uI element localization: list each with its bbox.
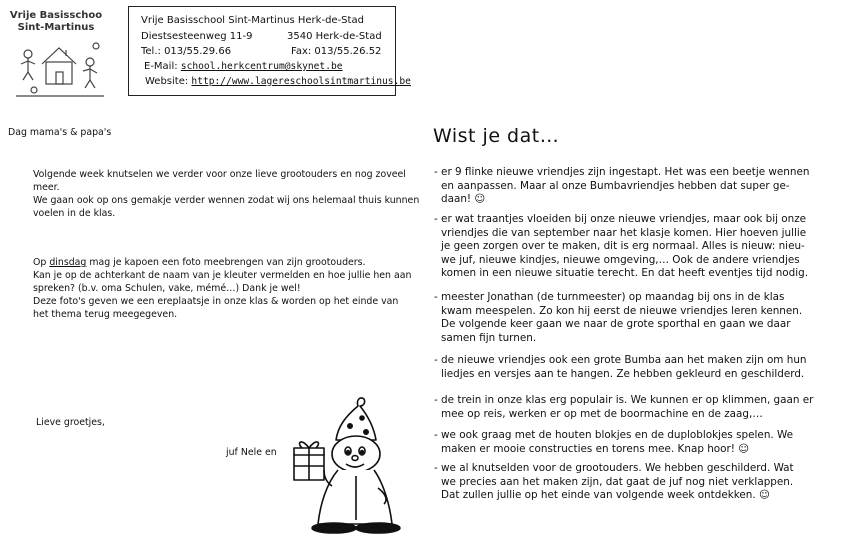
item-line: De volgende keer gaan we naar de grote sporthal en gaan we daar	[441, 318, 791, 331]
item-line: daan! ☺	[441, 193, 486, 206]
letter-paragraph-1	[33, 168, 419, 220]
letter-greeting: Dag mama's & papa's	[8, 127, 112, 138]
kabouter-bumba-icon	[288, 396, 412, 536]
item-line: mee op reis, werken er op met de boormachine en de zaag,…	[441, 407, 763, 420]
email-link[interactable]: school.herkcentrum@skynet.be	[180, 61, 343, 72]
item-line: - de trein in onze klas erg populair is. We kunnen er op klimmen, gaan er	[434, 394, 814, 406]
item-line: - we ook graag met de houten blokjes en de duploblokjes spelen. We	[434, 429, 794, 441]
item-line: samen fijn turnen.	[441, 331, 537, 344]
list-item	[434, 166, 838, 207]
school-logo	[8, 2, 126, 102]
list-item	[434, 213, 838, 281]
letter-closing: Lieve groetjes,	[36, 417, 105, 428]
item-line: we precies aan het maken zijn, dat gaat de juf nog niet verklappen.	[441, 475, 794, 488]
website-link[interactable]: http://www.lagereschoolsintmartinus.be	[191, 76, 411, 87]
letter-line: voelen in de klas.	[33, 208, 116, 219]
letter-line: Volgende week knutselen we verder voor onze lieve grootouders en nog zoveel	[33, 169, 406, 180]
address-box	[128, 6, 411, 96]
list-item	[434, 394, 838, 421]
letter-signature: juf Nele en	[226, 447, 277, 458]
letter-line	[33, 256, 411, 269]
list-item	[434, 462, 838, 503]
item-line: - er wat traantjes vloeiden bij onze nieuwe vriendjes, maar ook bij onze	[434, 213, 807, 225]
letter-line: spreken? (b.v. oma Schulen, vake, mémé…) Dank je wel!	[33, 283, 301, 294]
item-line: komen in een nieuwe situatie terecht. En dat heeft eventjes tijd nodig.	[441, 267, 809, 280]
fax: Fax: 013/55.26.52	[291, 46, 382, 57]
website-label: Website:	[145, 76, 189, 87]
wist-je-dat-title: Wist je dat…	[433, 125, 560, 147]
item-line: liedjes en versjes aan te hangen. Ze hebben gekleurd en geschilderd.	[441, 367, 805, 380]
item-line: je geen zorgen over te maken, dit is erg normaal. Alles is nieuw: nieu-	[441, 240, 805, 253]
letter-word-op: Op	[33, 257, 47, 268]
list-item	[434, 429, 838, 456]
item-line: - er 9 flinke nieuwe vriendjes zijn ingestapt. Het was een beetje wennen	[434, 166, 810, 178]
logo-line-1: Vrije Basisschoo	[9, 10, 103, 21]
list-item	[434, 291, 838, 345]
item-line: vriendjes die van september naar het klasje komen. Hier hoeven jullie	[441, 226, 807, 239]
item-line: - de nieuwe vriendjes ook een grote Bumba aan het maken zijn om hun	[434, 354, 807, 366]
school-drawing-icon	[16, 40, 106, 100]
item-line: en aanpassen. Maar al onze Bumbavriendjes hebben dat super ge-	[441, 179, 790, 192]
letter-line-rest: mag je kapoen een foto meebrengen van zijn grootouders.	[89, 257, 366, 268]
letter-line: Kan je op de achterkant de naam van je kleuter vermelden en hoe jullie hen aan	[33, 270, 412, 281]
item-line: kwam meespelen. Zo kon hij eerst de nieuwe vriendjes leren kennen.	[441, 304, 803, 317]
item-line: - we al knutselden voor de grootouders. We hebben geschilderd. Wat	[434, 462, 794, 474]
city: 3540 Herk-de-Stad	[287, 31, 382, 42]
logo-line-2: Sint-Martinus	[17, 22, 95, 33]
email-row	[144, 59, 343, 74]
street-row	[141, 29, 382, 44]
item-line: maken er mooie constructies en torens mee. Knap hoor! ☺	[441, 442, 750, 455]
item-line: we juf, nieuwe kindjes, nieuwe omgeving,… Ook de andere vriendjes	[441, 253, 800, 266]
item-line: Dat zullen jullie op het einde van volgende week ontdekken. ☺	[441, 489, 770, 502]
school-name: Vrije Basisschool Sint-Martinus Herk-de-Stad	[141, 15, 364, 26]
street: Diestsesteenweg 11-9	[141, 31, 253, 42]
website-row	[145, 74, 411, 89]
letter-line: meer.	[33, 182, 60, 193]
letter-line: het thema terug meegegeven.	[33, 309, 178, 320]
telephone: Tel.: 013/55.29.66	[141, 46, 232, 57]
list-item	[434, 354, 838, 381]
logo-text	[8, 10, 104, 34]
letter-line: We gaan ook op ons gemakje verder wennen zodat wij ons helemaal thuis kunnen	[33, 195, 420, 206]
item-line: - meester Jonathan (de turnmeester) op maandag bij ons in de klas	[434, 291, 785, 303]
phone-row	[141, 44, 382, 59]
letter-line: Deze foto's geven we een ereplaatsje in onze klas & worden op het einde van	[33, 296, 399, 307]
letter-day: dinsdag	[49, 257, 87, 268]
email-label: E-Mail:	[144, 61, 178, 72]
letter-paragraph-2	[33, 256, 411, 321]
